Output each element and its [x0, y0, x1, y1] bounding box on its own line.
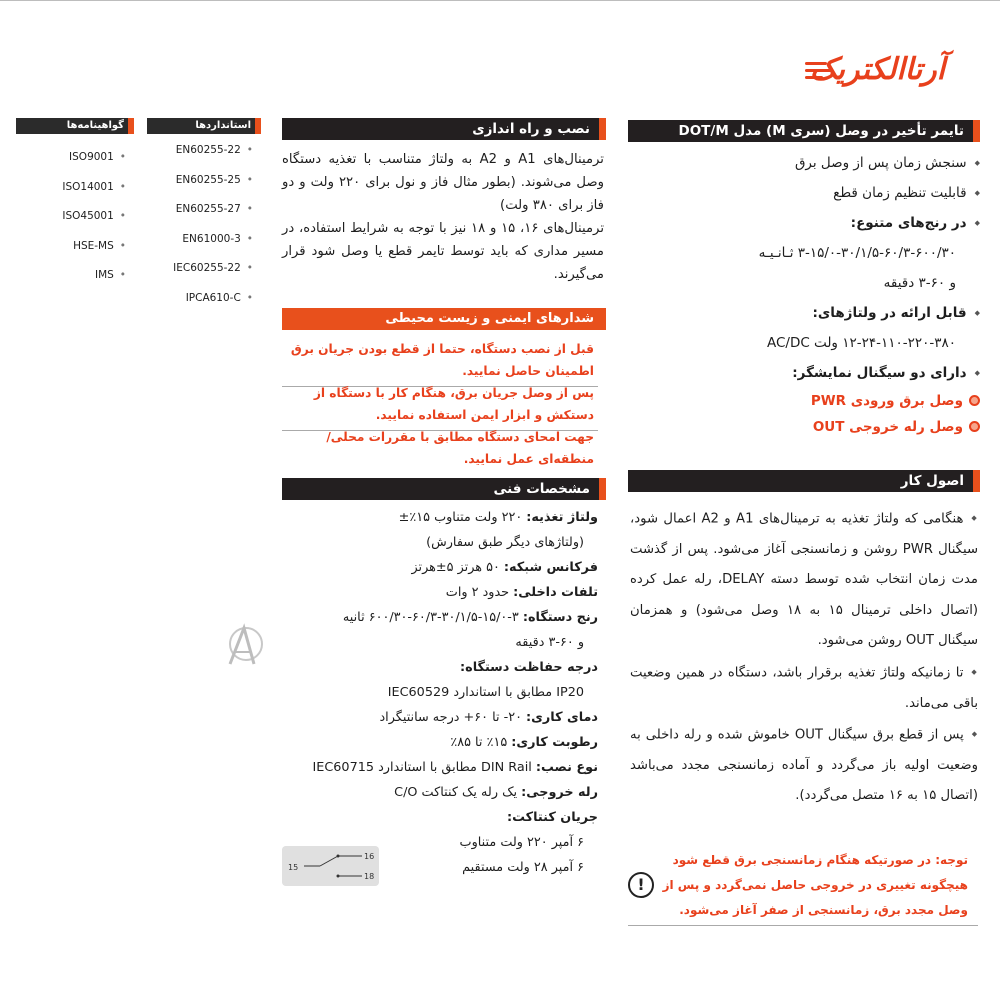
spec-value: و ۶۰-۳ دقیقه [515, 635, 584, 650]
install-text [282, 148, 604, 286]
standard-item: • EN60255-25 [147, 166, 253, 196]
voltages-label: ◆ قابل ارائه در ولتاژهای: [630, 298, 980, 328]
signals-label: ◆ دارای دو سیگنال نمایشگر: [630, 358, 980, 388]
spec-label: رله خروجی: [521, 785, 598, 800]
safety-title: شدارهای ایمنی و زیست محیطی [385, 311, 594, 326]
spec-value: DIN Rail مطابق با استاندارد IEC60715 [312, 760, 532, 775]
spec-value: (ولتاژهای دیگر طبق سفارش) [426, 535, 584, 550]
spec-value: IP20 مطابق با استاندارد IEC60529 [387, 685, 584, 700]
product-title-bar [628, 120, 980, 142]
spec-label: ولتاژ تغذیه: [526, 510, 598, 525]
spec-line [282, 655, 598, 680]
standards-title: استانداردها [195, 120, 251, 131]
feature-item: ◆ سنجش زمان پس از وصل برق [630, 148, 980, 178]
spec-value: ۱۵٪ تا ۸۵٪ [450, 735, 508, 750]
principles-title: اصول کار [900, 473, 964, 489]
spec-label: رطوبت کاری: [511, 735, 598, 750]
spec-line [282, 780, 598, 805]
specs-list [282, 505, 598, 880]
feature-item: ◆ قابلیت تنظیم زمان قطع [630, 178, 980, 208]
signal-pwr: وصل برق ورودی PWR [630, 388, 980, 414]
spec-line [282, 630, 598, 655]
certificate-item: • ISO9001 [16, 143, 126, 173]
spec-line [282, 605, 598, 630]
spec-line [282, 755, 598, 780]
safety-title-bar [282, 308, 606, 330]
principle-paragraph: ◆ پس از قطع برق سیگنال OUT خاموش شده و رله داخلی به وضعیت اولیه باز می‌گردد و آماده زمانسنجی مجدد می‌باشد (اتصال ۱۵ به ۱۶ متصل می‌گردد). [630, 719, 978, 812]
led-icon [969, 395, 980, 406]
spec-value: ۲۲۰ ولت متناوب ۱۵٪± [398, 510, 523, 525]
spec-line [282, 680, 598, 705]
product-features [630, 148, 980, 440]
install-paragraph: ترمینال‌های ۱۶، ۱۵ و ۱۸ نیز با توجه به شرایط استفاده، در مسیر مداری که باید توسط تایمر قطع یا وصل شود قرار می‌گیرند. [282, 221, 605, 282]
spec-value: ۶ آمپر ۲۲۰ ولت متناوب [459, 835, 584, 850]
spec-line [282, 555, 598, 580]
spec-label: فرکانس شبکه: [503, 560, 598, 575]
install-title: نصب و راه اندازی [472, 121, 590, 137]
note-text: توجه: در صورتیکه هنگام زمانسنجی برق قطع شود هیچگونه تغییری در خروجی حاصل نمی‌گردد و پس از وصل مجدد برق، زمانسنجی از صفر آغاز می‌شود. [662, 853, 968, 917]
standards-list [147, 136, 261, 313]
spec-value: یک رله یک کنتاکت C/O [394, 785, 518, 800]
brand-logo [805, 40, 945, 100]
pin-16: 16 [364, 852, 375, 861]
install-title-bar [282, 118, 606, 140]
product-title: تایمر تأخیر در وصل (سری M) مدل DOT/M [678, 123, 964, 139]
spec-label: رنج دستگاه: [522, 610, 598, 625]
spec-line [282, 805, 598, 830]
principles-title-bar [628, 470, 980, 492]
spec-value: ۳-۱۵/۰-۳۰/۱/۵-۶۰/۳-۶۰۰/۳۰ ثانیه [342, 610, 519, 625]
standard-item: • EN60255-22 [147, 136, 253, 166]
watermark-logo [218, 622, 268, 672]
logo-text: آرتاالکتریک [809, 52, 945, 87]
certificate-item: • HSE-MS [16, 232, 126, 262]
spec-value: حدود ۲ وات [445, 585, 510, 600]
install-paragraph: ترمینال‌های A1 و A2 به ولتاژ متناسب با تغذیه دستگاه وصل می‌شوند. (بطور مثال فاز و نول برای ۲۲۰ ولت و دو فاز برای ۳۸۰ ولت) [282, 152, 604, 213]
principles-text [630, 503, 978, 812]
certificates-list [16, 143, 134, 291]
principle-paragraph: ◆ تا زمانیکه ولتاژ تغذیه برقرار باشد، دستگاه در همین وضعیت باقی می‌ماند. [630, 657, 978, 719]
spec-value: ۲۰- تا ۶۰+ درجه سانتیگراد [379, 710, 522, 725]
specs-title: مشخصات فنی [493, 481, 590, 497]
standard-item: • IPCA610-C [147, 284, 253, 314]
spec-value: ۶ آمپر ۲۸ ولت مستقیم [462, 860, 584, 875]
certificate-item: • ISO45001 [16, 202, 126, 232]
certificate-item: • ISO14001 [16, 173, 126, 203]
pin-18: 18 [364, 872, 375, 881]
spec-line [282, 580, 598, 605]
spec-line [282, 705, 598, 730]
attention-note [628, 846, 978, 926]
spec-label: تلفات داخلی: [513, 585, 598, 600]
spec-label: درجه حفاظت دستگاه: [460, 660, 598, 675]
principle-paragraph: ◆ هنگامی که ولتاژ تغذیه به ترمینال‌های A1 و A2 اعمال شود، سیگنال PWR روشن و زمانسنجی آغاز می‌شود. پس از گذشت مدت زمان انتخاب شده توسط دسته DELAY، رله عمل کرده (اتصال داخلی ترمینال ۱۵ به ۱۸ وصل می‌شود) و همزمان سیگنال OUT روشن می‌شود. [630, 503, 978, 657]
ranges-value: ۳-۱۵/۰-۳۰/۱/۵-۶۰/۳-۶۰۰/۳۰ ثـانـیـه [758, 245, 956, 261]
certificate-item: • IMS [16, 261, 126, 291]
spec-line [282, 505, 598, 530]
standard-item: • EN60255-27 [147, 195, 253, 225]
ranges-value-2: و ۶۰-۳ دقیقه [883, 275, 956, 291]
spec-line [282, 730, 598, 755]
spec-value: ۵۰ هرتز ۵±هرتز [411, 560, 500, 575]
relay-contact-diagram [282, 846, 379, 886]
spec-label: جریان کنتاکت: [507, 810, 598, 825]
top-divider [0, 0, 1000, 1]
certificates-title: گواهینامه‌ها [66, 120, 124, 131]
specs-title-bar [282, 478, 606, 500]
spec-line [282, 530, 598, 555]
spec-label: نوع نصب: [535, 760, 598, 775]
signal-out: وصل رله خروجی OUT [630, 414, 980, 440]
safety-item: پس از وصل جریان برق، هنگام کار با دستگاه از دستکش و ابزار ایمن استفاده نمایید. [282, 378, 598, 431]
voltages-value: ۱۲-۲۴-۱۱۰-۲۲۰-۳۸۰ ولت AC/DC [766, 335, 956, 351]
spec-label: دمای کاری: [526, 710, 598, 725]
led-icon [969, 421, 980, 432]
warning-icon: ! [628, 872, 654, 898]
safety-item: قبل از نصب دستگاه، حتما از قطع بودن جریان برق اطمینان حاصل نمایید. [282, 334, 598, 387]
safety-item: جهت امحای دستگاه مطابق با مقررات محلی/ منطقه‌ای عمل نمایید. [326, 430, 594, 466]
pin-15: 15 [288, 863, 299, 872]
ranges-label: ◆ در رنج‌های متنوع: [630, 208, 980, 238]
standard-item: • EN61000-3 [147, 225, 253, 255]
certificates-title-bar [16, 118, 134, 134]
standard-item: • IEC60255-22 [147, 254, 253, 284]
standards-title-bar [147, 118, 261, 134]
